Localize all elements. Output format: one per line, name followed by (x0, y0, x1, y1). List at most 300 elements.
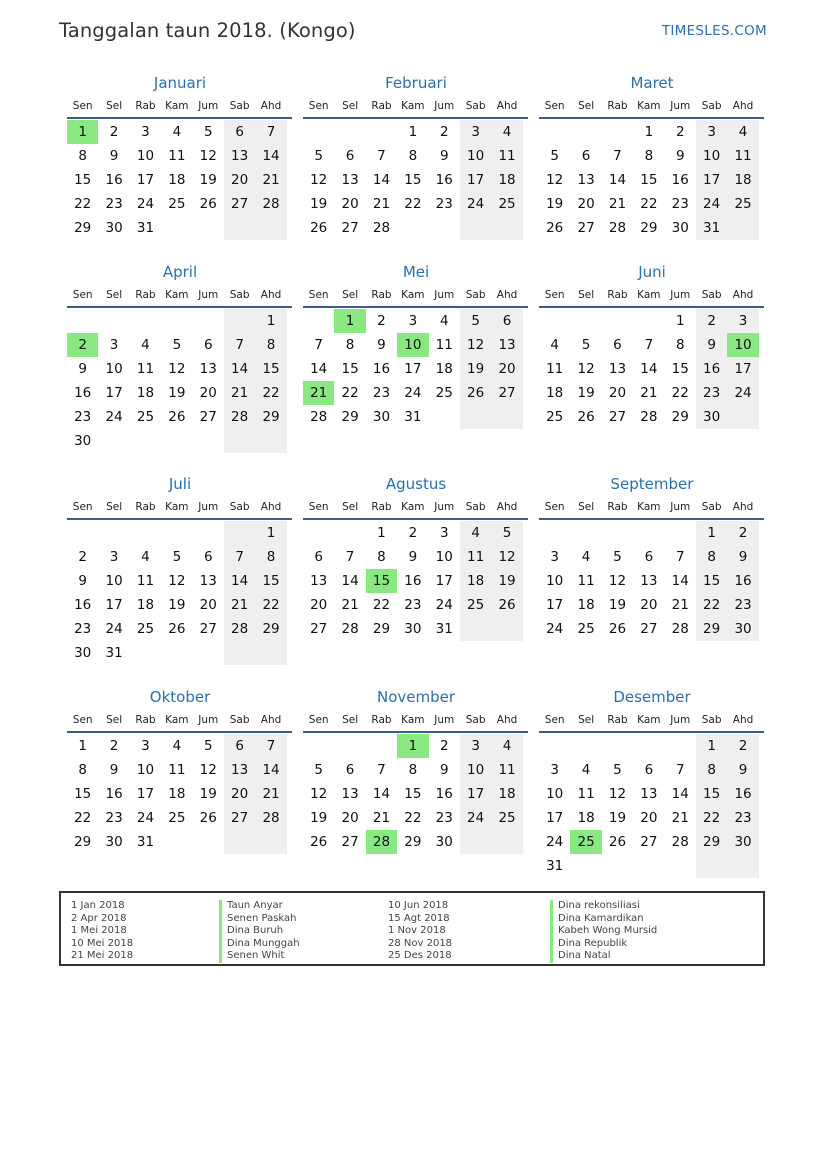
day-cell[interactable]: 19 (199, 172, 217, 188)
day-cell[interactable]: 11 (136, 361, 155, 377)
day-cell[interactable]: 1 (675, 313, 685, 329)
day-cell[interactable]: 1 (408, 124, 418, 140)
holiday-day[interactable]: 1 (334, 309, 365, 333)
day-cell[interactable]: 4 (581, 762, 591, 778)
day-cell[interactable]: 16 (727, 782, 758, 806)
day-cell[interactable]: 28 (341, 621, 359, 637)
day-cell[interactable]: 16 (105, 172, 123, 188)
day-cell[interactable]: 20 (224, 782, 255, 806)
day-cell[interactable]: 22 (671, 385, 689, 401)
day-cell[interactable]: 25 (727, 192, 758, 216)
day-cell[interactable]: 27 (341, 834, 359, 850)
day-cell[interactable]: 27 (341, 220, 359, 236)
day-cell[interactable]: 15 (404, 786, 422, 802)
day-cell[interactable]: 22 (404, 810, 422, 826)
day-cell[interactable]: 5 (203, 124, 213, 140)
day-cell[interactable]: 19 (460, 357, 491, 381)
day-cell[interactable]: 5 (491, 521, 522, 545)
day-cell[interactable]: 29 (671, 409, 689, 425)
day-cell[interactable]: 11 (136, 573, 155, 589)
day-cell[interactable]: 26 (608, 834, 627, 850)
day-cell[interactable]: 30 (372, 409, 391, 425)
day-cell[interactable]: 20 (640, 597, 658, 613)
day-cell[interactable]: 22 (255, 381, 286, 405)
day-cell[interactable]: 13 (199, 573, 217, 589)
day-cell[interactable]: 24 (460, 192, 491, 216)
day-cell[interactable]: 14 (671, 573, 689, 589)
day-cell[interactable]: 30 (696, 405, 727, 429)
day-cell[interactable]: 24 (136, 196, 155, 212)
day-cell[interactable]: 9 (377, 337, 386, 353)
day-cell[interactable]: 23 (105, 810, 123, 826)
day-cell[interactable]: 11 (491, 144, 522, 168)
day-cell[interactable]: 5 (203, 738, 213, 754)
day-cell[interactable]: 13 (491, 333, 522, 357)
day-cell[interactable]: 20 (577, 196, 595, 212)
day-cell[interactable]: 7 (255, 120, 286, 144)
holiday-day[interactable]: 2 (67, 333, 98, 357)
day-cell[interactable]: 7 (224, 333, 255, 357)
day-cell[interactable]: 25 (136, 621, 155, 637)
day-cell[interactable]: 21 (255, 168, 286, 192)
day-cell[interactable]: 8 (255, 333, 286, 357)
day-cell[interactable]: 9 (109, 148, 119, 164)
day-cell[interactable]: 6 (203, 337, 213, 353)
day-cell[interactable]: 27 (640, 834, 658, 850)
day-cell[interactable]: 5 (550, 148, 559, 164)
day-cell[interactable]: 15 (341, 361, 359, 377)
day-cell[interactable]: 3 (696, 120, 727, 144)
day-cell[interactable]: 26 (491, 593, 522, 617)
day-cell[interactable]: 18 (491, 782, 522, 806)
day-cell[interactable]: 9 (109, 762, 119, 778)
day-cell[interactable]: 14 (255, 758, 286, 782)
holiday-day[interactable]: 1 (67, 120, 98, 144)
day-cell[interactable]: 20 (608, 385, 627, 401)
day-cell[interactable]: 22 (74, 810, 92, 826)
day-cell[interactable]: 23 (435, 196, 453, 212)
day-cell[interactable]: 7 (644, 337, 654, 353)
day-cell[interactable]: 30 (727, 617, 758, 641)
day-cell[interactable]: 18 (491, 168, 522, 192)
day-cell[interactable]: 18 (136, 597, 155, 613)
day-cell[interactable]: 14 (608, 172, 627, 188)
day-cell[interactable]: 28 (372, 220, 391, 236)
day-cell[interactable]: 25 (577, 621, 595, 637)
day-cell[interactable]: 18 (546, 385, 564, 401)
day-cell[interactable]: 27 (224, 192, 255, 216)
day-cell[interactable]: 19 (310, 196, 328, 212)
day-cell[interactable]: 30 (727, 830, 758, 854)
day-cell[interactable]: 26 (577, 409, 595, 425)
day-cell[interactable]: 2 (675, 124, 685, 140)
day-cell[interactable]: 8 (408, 148, 418, 164)
day-cell[interactable]: 31 (105, 645, 123, 661)
day-cell[interactable]: 15 (255, 357, 286, 381)
day-cell[interactable]: 24 (105, 621, 123, 637)
day-cell[interactable]: 13 (310, 573, 328, 589)
day-cell[interactable]: 5 (172, 549, 182, 565)
day-cell[interactable]: 8 (255, 545, 286, 569)
day-cell[interactable]: 9 (727, 758, 758, 782)
day-cell[interactable]: 17 (546, 810, 564, 826)
day-cell[interactable]: 22 (696, 593, 727, 617)
day-cell[interactable]: 13 (341, 172, 359, 188)
day-cell[interactable]: 3 (141, 738, 150, 754)
day-cell[interactable]: 6 (224, 734, 255, 758)
day-cell[interactable]: 13 (640, 573, 658, 589)
day-cell[interactable]: 23 (404, 597, 422, 613)
day-cell[interactable]: 17 (435, 573, 453, 589)
day-cell[interactable]: 21 (671, 810, 689, 826)
day-cell[interactable]: 15 (255, 569, 286, 593)
day-cell[interactable]: 3 (550, 762, 559, 778)
day-cell[interactable]: 29 (696, 617, 727, 641)
day-cell[interactable]: 25 (168, 196, 186, 212)
day-cell[interactable]: 14 (372, 786, 391, 802)
brand-link[interactable]: TIMESLES.COM (661, 23, 767, 39)
day-cell[interactable]: 3 (439, 525, 449, 541)
day-cell[interactable]: 12 (577, 361, 595, 377)
day-cell[interactable]: 21 (608, 196, 627, 212)
day-cell[interactable]: 26 (199, 196, 217, 212)
day-cell[interactable]: 17 (105, 385, 123, 401)
day-cell[interactable]: 14 (310, 361, 328, 377)
day-cell[interactable]: 25 (546, 409, 564, 425)
day-cell[interactable]: 7 (255, 734, 286, 758)
day-cell[interactable]: 20 (491, 357, 522, 381)
day-cell[interactable]: 21 (255, 782, 286, 806)
day-cell[interactable]: 13 (577, 172, 595, 188)
day-cell[interactable]: 23 (435, 810, 453, 826)
day-cell[interactable]: 21 (640, 385, 658, 401)
day-cell[interactable]: 9 (439, 762, 449, 778)
day-cell[interactable]: 10 (460, 144, 491, 168)
day-cell[interactable]: 20 (341, 196, 359, 212)
day-cell[interactable]: 18 (168, 172, 186, 188)
day-cell[interactable]: 7 (377, 762, 386, 778)
day-cell[interactable]: 12 (460, 333, 491, 357)
day-cell[interactable]: 21 (372, 196, 391, 212)
day-cell[interactable]: 2 (78, 549, 87, 565)
day-cell[interactable]: 3 (550, 549, 559, 565)
day-cell[interactable]: 17 (136, 172, 155, 188)
day-cell[interactable]: 4 (439, 313, 449, 329)
day-cell[interactable]: 5 (613, 549, 622, 565)
day-cell[interactable]: 28 (640, 409, 658, 425)
day-cell[interactable]: 14 (671, 786, 689, 802)
day-cell[interactable]: 4 (172, 124, 182, 140)
day-cell[interactable]: 24 (696, 192, 727, 216)
day-cell[interactable]: 20 (640, 810, 658, 826)
day-cell[interactable]: 6 (581, 148, 591, 164)
day-cell[interactable]: 2 (408, 525, 418, 541)
day-cell[interactable]: 1 (377, 525, 386, 541)
day-cell[interactable]: 21 (224, 381, 255, 405)
day-cell[interactable]: 26 (546, 220, 564, 236)
day-cell[interactable]: 10 (105, 361, 123, 377)
day-cell[interactable]: 8 (675, 337, 685, 353)
day-cell[interactable]: 12 (491, 545, 522, 569)
day-cell[interactable]: 10 (136, 148, 155, 164)
day-cell[interactable]: 28 (224, 617, 255, 641)
day-cell[interactable]: 21 (341, 597, 359, 613)
day-cell[interactable]: 10 (435, 549, 453, 565)
day-cell[interactable]: 10 (546, 786, 564, 802)
day-cell[interactable]: 10 (136, 762, 155, 778)
day-cell[interactable]: 4 (727, 120, 758, 144)
day-cell[interactable]: 29 (404, 834, 422, 850)
day-cell[interactable]: 30 (435, 834, 453, 850)
day-cell[interactable]: 13 (341, 786, 359, 802)
day-cell[interactable]: 17 (105, 597, 123, 613)
day-cell[interactable]: 16 (74, 385, 92, 401)
day-cell[interactable]: 15 (696, 569, 727, 593)
day-cell[interactable]: 14 (255, 144, 286, 168)
day-cell[interactable]: 29 (74, 220, 92, 236)
day-cell[interactable]: 29 (255, 405, 286, 429)
holiday-day[interactable]: 21 (303, 381, 334, 405)
day-cell[interactable]: 9 (439, 148, 449, 164)
day-cell[interactable]: 29 (640, 220, 658, 236)
day-cell[interactable]: 3 (141, 124, 150, 140)
day-cell[interactable]: 31 (136, 834, 155, 850)
day-cell[interactable]: 26 (460, 381, 491, 405)
day-cell[interactable]: 9 (675, 148, 685, 164)
day-cell[interactable]: 11 (577, 573, 595, 589)
day-cell[interactable]: 12 (199, 762, 217, 778)
day-cell[interactable]: 29 (341, 409, 359, 425)
day-cell[interactable]: 27 (608, 409, 627, 425)
day-cell[interactable]: 24 (727, 381, 758, 405)
day-cell[interactable]: 3 (109, 337, 119, 353)
day-cell[interactable]: 28 (224, 405, 255, 429)
day-cell[interactable]: 9 (78, 361, 87, 377)
day-cell[interactable]: 27 (310, 621, 328, 637)
day-cell[interactable]: 27 (224, 806, 255, 830)
day-cell[interactable]: 19 (310, 810, 328, 826)
day-cell[interactable]: 5 (613, 762, 622, 778)
day-cell[interactable]: 16 (671, 172, 689, 188)
day-cell[interactable]: 29 (696, 830, 727, 854)
day-cell[interactable]: 22 (404, 196, 422, 212)
day-cell[interactable]: 21 (671, 597, 689, 613)
day-cell[interactable]: 3 (727, 309, 758, 333)
day-cell[interactable]: 4 (550, 337, 559, 353)
day-cell[interactable]: 20 (224, 168, 255, 192)
day-cell[interactable]: 30 (74, 433, 92, 449)
day-cell[interactable]: 4 (172, 738, 182, 754)
day-cell[interactable]: 13 (224, 758, 255, 782)
day-cell[interactable]: 13 (199, 361, 217, 377)
day-cell[interactable]: 24 (404, 385, 422, 401)
day-cell[interactable]: 4 (491, 120, 522, 144)
day-cell[interactable]: 2 (109, 124, 119, 140)
day-cell[interactable]: 16 (74, 597, 92, 613)
day-cell[interactable]: 11 (435, 337, 453, 353)
day-cell[interactable]: 17 (727, 357, 758, 381)
day-cell[interactable]: 18 (168, 786, 186, 802)
day-cell[interactable]: 22 (372, 597, 391, 613)
day-cell[interactable]: 19 (577, 385, 595, 401)
day-cell[interactable]: 30 (105, 220, 123, 236)
day-cell[interactable]: 12 (310, 172, 328, 188)
day-cell[interactable]: 4 (141, 337, 150, 353)
day-cell[interactable]: 28 (255, 806, 286, 830)
day-cell[interactable]: 17 (460, 782, 491, 806)
day-cell[interactable]: 25 (435, 385, 453, 401)
day-cell[interactable]: 1 (696, 734, 727, 758)
day-cell[interactable]: 16 (372, 361, 391, 377)
day-cell[interactable]: 28 (255, 192, 286, 216)
day-cell[interactable]: 31 (696, 216, 727, 240)
day-cell[interactable]: 20 (199, 597, 217, 613)
day-cell[interactable]: 16 (404, 573, 422, 589)
day-cell[interactable]: 1 (255, 521, 286, 545)
day-cell[interactable]: 26 (608, 621, 627, 637)
day-cell[interactable]: 26 (310, 834, 328, 850)
day-cell[interactable]: 19 (608, 597, 627, 613)
day-cell[interactable]: 6 (644, 549, 654, 565)
holiday-day[interactable]: 10 (397, 333, 428, 357)
day-cell[interactable]: 7 (377, 148, 386, 164)
day-cell[interactable]: 18 (435, 361, 453, 377)
day-cell[interactable]: 24 (460, 806, 491, 830)
day-cell[interactable]: 16 (696, 357, 727, 381)
day-cell[interactable]: 19 (168, 597, 186, 613)
day-cell[interactable]: 22 (640, 196, 658, 212)
day-cell[interactable]: 20 (310, 597, 328, 613)
day-cell[interactable]: 31 (435, 621, 453, 637)
day-cell[interactable]: 28 (310, 409, 328, 425)
day-cell[interactable]: 19 (608, 810, 627, 826)
day-cell[interactable]: 12 (608, 573, 627, 589)
day-cell[interactable]: 25 (460, 593, 491, 617)
day-cell[interactable]: 18 (460, 569, 491, 593)
day-cell[interactable]: 29 (372, 621, 391, 637)
day-cell[interactable]: 23 (105, 196, 123, 212)
day-cell[interactable]: 11 (168, 762, 186, 778)
day-cell[interactable]: 4 (141, 549, 150, 565)
day-cell[interactable]: 1 (78, 738, 87, 754)
day-cell[interactable]: 18 (727, 168, 758, 192)
day-cell[interactable]: 23 (696, 381, 727, 405)
day-cell[interactable]: 22 (255, 593, 286, 617)
day-cell[interactable]: 8 (696, 545, 727, 569)
day-cell[interactable]: 24 (546, 834, 564, 850)
day-cell[interactable]: 7 (345, 549, 355, 565)
day-cell[interactable]: 7 (224, 545, 255, 569)
day-cell[interactable]: 16 (105, 786, 123, 802)
day-cell[interactable]: 27 (640, 621, 658, 637)
day-cell[interactable]: 23 (74, 621, 92, 637)
day-cell[interactable]: 7 (675, 549, 685, 565)
day-cell[interactable]: 30 (105, 834, 123, 850)
day-cell[interactable]: 11 (168, 148, 186, 164)
day-cell[interactable]: 2 (727, 521, 758, 545)
day-cell[interactable]: 10 (105, 573, 123, 589)
day-cell[interactable]: 13 (224, 144, 255, 168)
day-cell[interactable]: 19 (491, 569, 522, 593)
day-cell[interactable]: 14 (224, 357, 255, 381)
day-cell[interactable]: 23 (727, 806, 758, 830)
day-cell[interactable]: 26 (199, 810, 217, 826)
day-cell[interactable]: 6 (644, 762, 654, 778)
day-cell[interactable]: 20 (341, 810, 359, 826)
day-cell[interactable]: 28 (671, 621, 689, 637)
day-cell[interactable]: 3 (460, 120, 491, 144)
day-cell[interactable]: 15 (640, 172, 658, 188)
day-cell[interactable]: 23 (727, 593, 758, 617)
day-cell[interactable]: 6 (203, 549, 213, 565)
day-cell[interactable]: 2 (377, 313, 386, 329)
day-cell[interactable]: 21 (224, 593, 255, 617)
day-cell[interactable]: 13 (640, 786, 658, 802)
day-cell[interactable]: 31 (404, 409, 422, 425)
day-cell[interactable]: 30 (671, 220, 689, 236)
day-cell[interactable]: 17 (136, 786, 155, 802)
day-cell[interactable]: 23 (372, 385, 391, 401)
day-cell[interactable]: 15 (404, 172, 422, 188)
day-cell[interactable]: 6 (613, 337, 622, 353)
holiday-day[interactable]: 15 (366, 569, 397, 593)
day-cell[interactable]: 8 (408, 762, 418, 778)
day-cell[interactable]: 27 (577, 220, 595, 236)
day-cell[interactable]: 14 (640, 361, 658, 377)
day-cell[interactable]: 6 (491, 309, 522, 333)
day-cell[interactable]: 16 (435, 172, 453, 188)
day-cell[interactable]: 22 (74, 196, 92, 212)
day-cell[interactable]: 9 (78, 573, 87, 589)
day-cell[interactable]: 30 (404, 621, 422, 637)
day-cell[interactable]: 27 (199, 409, 217, 425)
day-cell[interactable]: 8 (644, 148, 654, 164)
day-cell[interactable]: 21 (372, 810, 391, 826)
day-cell[interactable]: 9 (408, 549, 418, 565)
day-cell[interactable]: 25 (491, 192, 522, 216)
day-cell[interactable]: 8 (696, 758, 727, 782)
day-cell[interactable]: 19 (546, 196, 564, 212)
holiday-day[interactable]: 25 (570, 830, 601, 854)
day-cell[interactable]: 23 (671, 196, 689, 212)
day-cell[interactable]: 26 (168, 409, 186, 425)
day-cell[interactable]: 11 (546, 361, 564, 377)
day-cell[interactable]: 2 (439, 124, 449, 140)
day-cell[interactable]: 26 (168, 621, 186, 637)
day-cell[interactable]: 17 (696, 168, 727, 192)
day-cell[interactable]: 23 (74, 409, 92, 425)
day-cell[interactable]: 5 (314, 762, 323, 778)
day-cell[interactable]: 10 (460, 758, 491, 782)
day-cell[interactable]: 5 (172, 337, 182, 353)
day-cell[interactable]: 2 (109, 738, 119, 754)
day-cell[interactable]: 5 (581, 337, 591, 353)
day-cell[interactable]: 4 (491, 734, 522, 758)
day-cell[interactable]: 15 (671, 361, 689, 377)
day-cell[interactable]: 5 (314, 148, 323, 164)
day-cell[interactable]: 20 (199, 385, 217, 401)
day-cell[interactable]: 18 (136, 385, 155, 401)
day-cell[interactable]: 19 (168, 385, 186, 401)
day-cell[interactable]: 17 (460, 168, 491, 192)
day-cell[interactable]: 22 (696, 806, 727, 830)
day-cell[interactable]: 8 (345, 337, 355, 353)
day-cell[interactable]: 31 (546, 858, 564, 874)
day-cell[interactable]: 25 (136, 409, 155, 425)
day-cell[interactable]: 12 (168, 573, 186, 589)
day-cell[interactable]: 3 (109, 549, 119, 565)
day-cell[interactable]: 12 (199, 148, 217, 164)
